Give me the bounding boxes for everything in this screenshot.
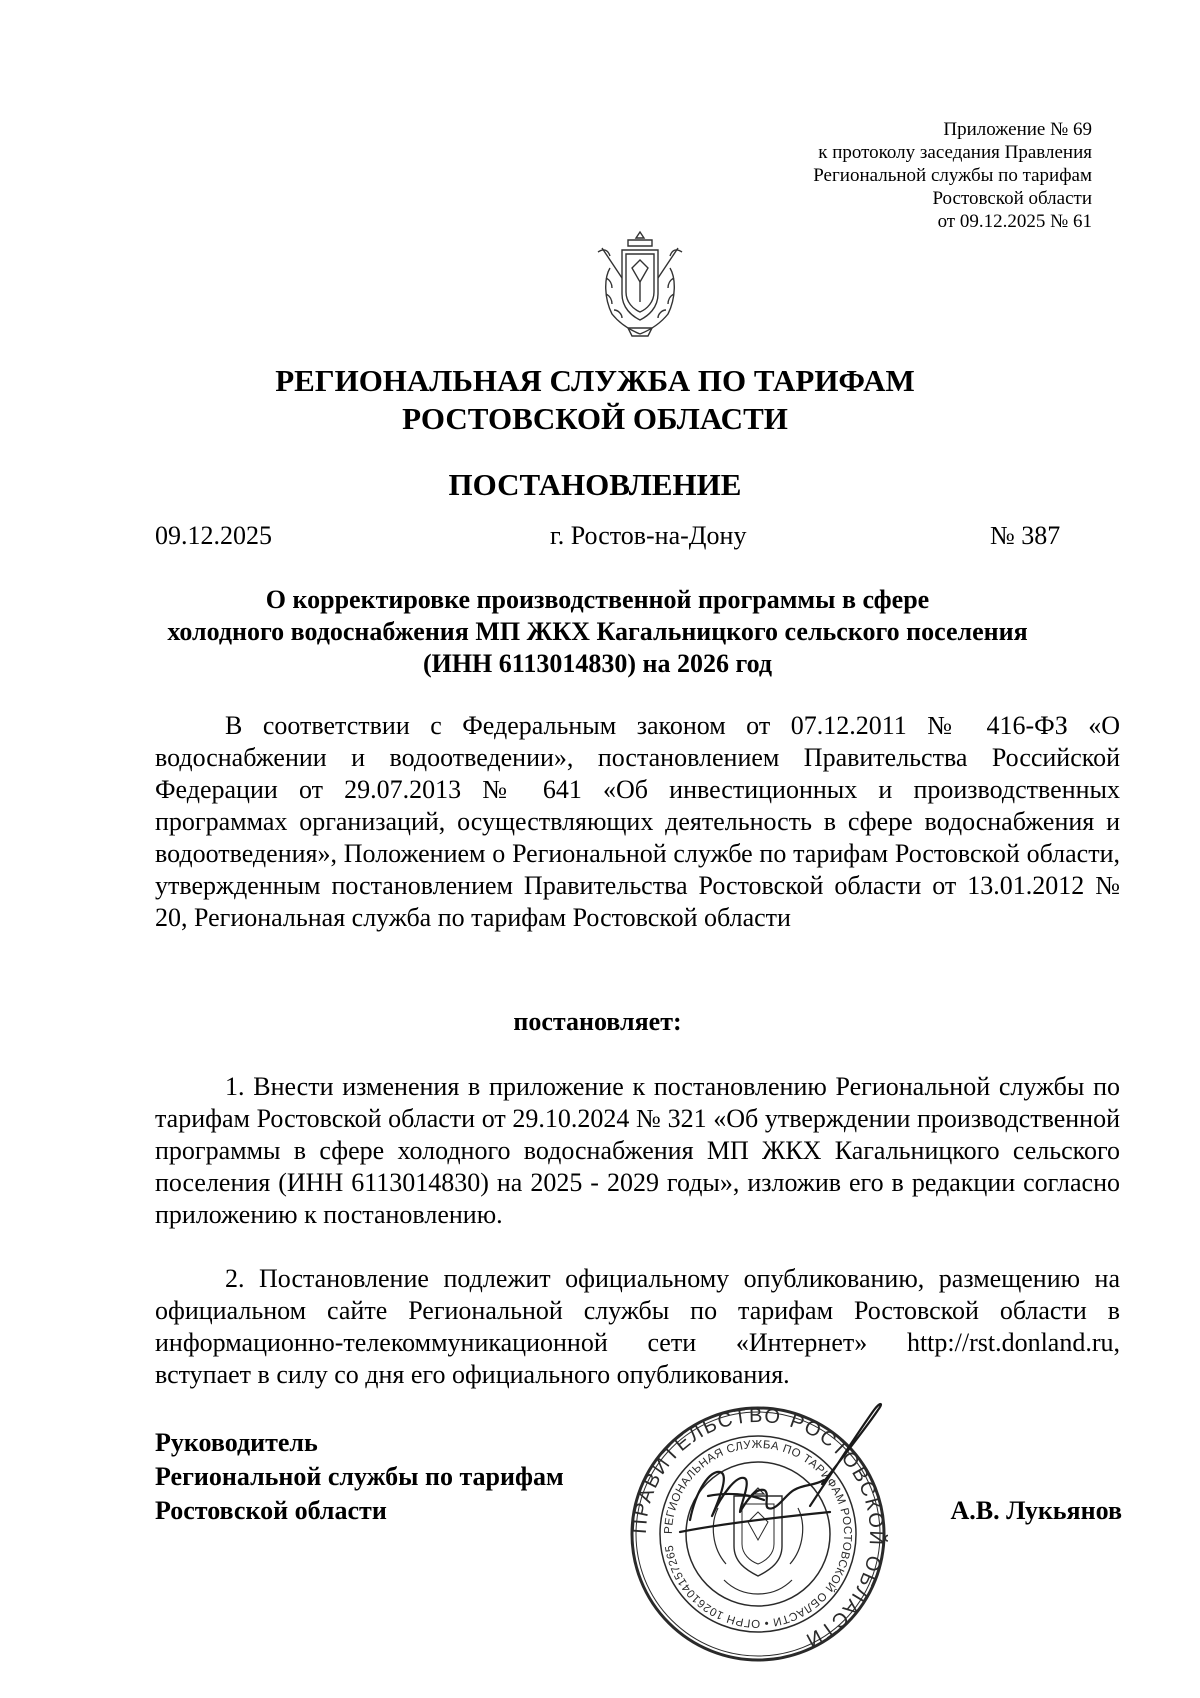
handwritten-signature-icon xyxy=(650,1400,900,1590)
resolution-item-2: 2. Постановление подлежит официальному опубликованию, размещению на официальном сайте Региональной службы по тарифам Ростовской области в информационно-телекоммуникационной сети «Интернет» http://rst.donland.ru, вступает в силу со дня его официального опубликования. xyxy=(155,1264,1120,1389)
subject-line-3: (ИНН 6113014830) на 2026 год xyxy=(422,649,773,678)
seal-outer-text: ПРАВИТЕЛЬСТВО РОСТОВСКОЙ ОБЛАСТИ xyxy=(628,1404,888,1652)
preamble-paragraph: В соответствии с Федеральным законом от 07.12.2011 № 416-ФЗ «О водоснабжении и водоотведении», постановлением Правительства Российской Федерации от 29.07.2013 № 641 «Об инвестиционных и производственных программах организаций, осуществляющих деятельность в сфере водоснабжения и водоотведения», Положением о Региональной службе по тарифам Ростовской области, утвержденным постановлением Правительства Ростовской области от 13.01.2012 № 20, Региональная служба по тарифам Ростовской области xyxy=(155,711,1120,932)
document-city: г. Ростов-на-Дону xyxy=(550,521,747,550)
document-subject xyxy=(150,584,1045,680)
annex-line-4: Ростовской области xyxy=(932,188,1092,209)
subject-line-2: холодного водоснабжения МП ЖКХ Кагальницкого сельского поселения xyxy=(167,617,1028,646)
document-date: 09.12.2025 xyxy=(155,521,272,550)
organization-title-line-2: РОСТОВСКОЙ ОБЛАСТИ xyxy=(402,401,788,436)
annex-line-5: от 09.12.2025 № 61 xyxy=(937,211,1092,232)
document-number: № 387 xyxy=(990,521,1061,550)
signer-name: А.В. Лукьянов xyxy=(950,1496,1122,1525)
signer-line-2: Региональной службы по тарифам xyxy=(155,1462,564,1491)
coat-of-arms-icon xyxy=(592,228,688,340)
seal-inner-text: РЕГИОНАЛЬНАЯ СЛУЖБА ПО ТАРИФАМ РОСТОВСКОЙ ОБЛАСТИ • ОГРН 1026104157265 xyxy=(662,1438,854,1630)
signer-position xyxy=(155,1426,564,1528)
subject-line-1: О корректировке производственной программы в сфере xyxy=(265,585,930,614)
organization-title-line-1: РЕГИОНАЛЬНАЯ СЛУЖБА ПО ТАРИФАМ xyxy=(275,363,915,398)
organization-title xyxy=(150,362,1040,438)
resolution-item-1: 1. Внести изменения в приложение к постановлению Региональной службы по тарифам Ростовской области от 29.10.2024 № 321 «Об утверждении производственной программы в сфере холодного водоснабжения МП ЖКХ Кагальницкого сельского поселения (ИНН 6113014830) на 2025 - 2029 годы», изложив его в редакции согласно приложению к постановлению. xyxy=(155,1072,1120,1229)
annex-reference xyxy=(672,118,1092,233)
annex-line-3: Региональной службы по тарифам xyxy=(813,165,1092,186)
document-type: ПОСТАНОВЛЕНИЕ xyxy=(448,467,742,502)
signer-line-1: Руководитель xyxy=(155,1428,318,1457)
annex-line-1: Приложение № 69 xyxy=(943,119,1092,140)
annex-line-2: к протоколу заседания Правления xyxy=(818,142,1092,163)
resolves-heading: постановляет: xyxy=(513,1007,682,1036)
signer-line-3: Ростовской области xyxy=(155,1496,387,1525)
